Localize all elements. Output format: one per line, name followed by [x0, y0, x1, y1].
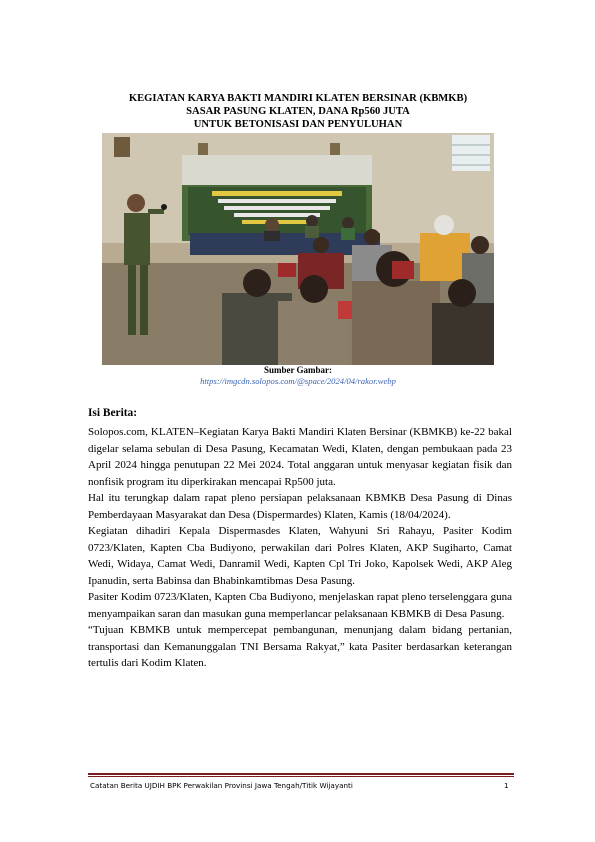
- article-title: [60, 92, 536, 131]
- footer-divider-thin: [88, 776, 514, 777]
- section-heading: Isi Berita:: [88, 407, 138, 419]
- page-number: 1: [504, 781, 509, 790]
- image-caption: [60, 365, 536, 387]
- news-photo: [102, 133, 494, 365]
- paragraph-5: “Tujuan KBMKB untuk mempercepat pembangunan, menunjang dalam bidang pertanian, transportasi dan Kemanunggalan TNI Bersama Rakyat,” kata Pasiter berdasarkan keterangan tertulis dari Kodim Klaten.: [88, 624, 512, 669]
- paragraph-3: Kegiatan dihadiri Kepala Dispermasdes Klaten, Wahyuni Sri Rahayu, Pasiter Kodim 0723/Klaten, Kapten Cba Budiyono, perwakilan dari Polres Klaten, AKP Sugiharto, Camat Wedi, Widaya, Camat Wedi, Danramil Wedi, Kapten Cpl Tri Joko, Kapolsek Wedi, AKP Aleg Ipanudin, serta Babinsa dan Bhabinkamtibmas Desa Pasung.: [88, 525, 512, 587]
- footer-divider: [88, 773, 514, 775]
- caption-source-link[interactable]: https://imgcdn.solopos.com/@space/2024/04/rakor.webp: [200, 376, 396, 386]
- paragraph-1: Solopos.com, KLATEN–Kegiatan Karya Bakti Mandiri Klaten Bersinar (KBMKB) ke-22 bakal digelar selama sebulan di Desa Pasung, Kecamatan Wedi, Klaten, dengan pembukaan pada 23 April 2024 hingga penutupan 22 Mei 2024. Total anggaran untuk menyasar kegiatan fisik dan nonfisik program itu diperkirakan mencapai Rp500 juta.: [88, 426, 512, 488]
- paragraph-2: Hal itu terungkap dalam rapat pleno persiapan pelaksanaan KBMKB Desa Pasung di Dinas Pemberdayaan Masyarakat dan Desa (Dispermardes) Klaten, Kamis (18/04/2024).: [88, 492, 512, 521]
- paragraph-4: Pasiter Kodim 0723/Klaten, Kapten Cba Budiyono, menjelaskan rapat pleno terselenggara guna menyampaikan saran dan masukan guna memperlancar pelaksanaan KBMKB di Desa Pasung.: [88, 591, 512, 620]
- article-body: [88, 424, 512, 672]
- title-line-3: UNTUK BETONISASI DAN PENYULUHAN: [193, 119, 403, 130]
- caption-label: Sumber Gambar:: [263, 365, 333, 375]
- title-line-1: KEGIATAN KARYA BAKTI MANDIRI KLATEN BERSINAR (KBMKB): [128, 93, 468, 104]
- footer-note: Catatan Berita UJDIH BPK Perwakilan Provinsi Jawa Tengah/Titik Wijayanti: [90, 781, 353, 790]
- title-line-2: SASAR PASUNG KLATEN, DANA Rp560 JUTA: [186, 106, 410, 117]
